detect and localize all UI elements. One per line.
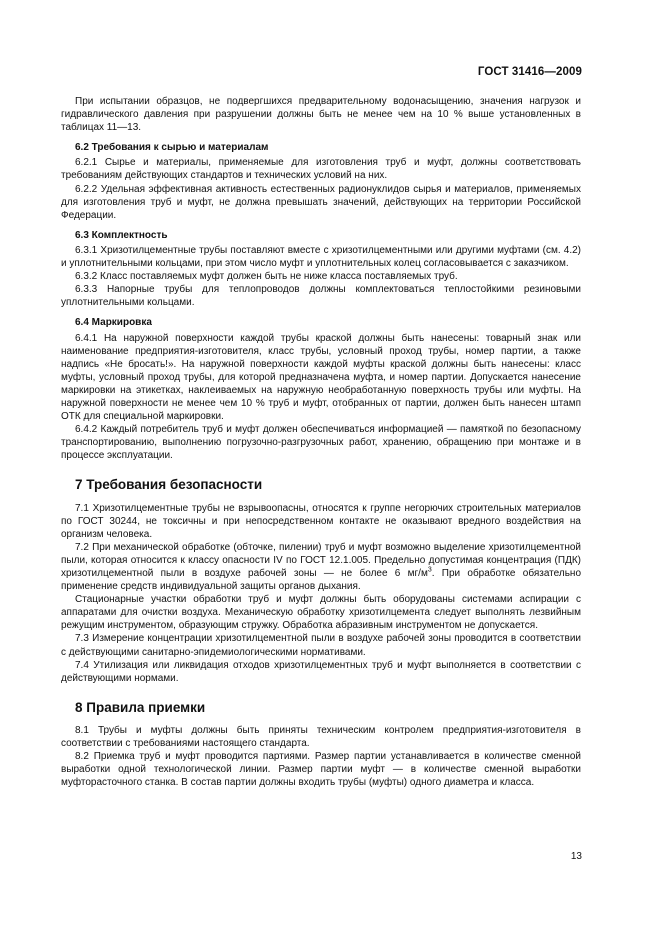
paragraph-8-2: 8.2 Приемка труб и муфт проводится партиями. Размер партии устанавливается в количестве сменной выработки одной технологической линии. Размер партии муфт — в количестве сменной выработки муфтораcточного станка. В состав партии должны входить трубы (муфты) одного диаметра и класса. bbox=[61, 751, 581, 789]
standard-header: ГОСТ 31416—2009 bbox=[477, 66, 582, 78]
paragraph-intro: При испытании образцов, не подвергшихся предварительному водонасыщению, значения нагрузок и гидравлического давления при разрушении должны быть не менее чем на 10 % выше установленных в таблицах 11—13. bbox=[61, 96, 581, 134]
paragraph-6-2-1: 6.2.1 Сырье и материалы, применяемые для изготовления труб и муфт, должны соответствовать требованиям действующих стандартов и технических условий на них. bbox=[61, 157, 581, 182]
paragraph-7-2-cont: Стационарные участки обработки труб и муфт должны быть оборудованы системами аспирации с аппаратами для очистки воздуха. Механическую обработку хризотилцемента следует выполнять лезвийным режущим инструментом, образующим стружку. Обработка абразивным инструментом не допускается. bbox=[61, 594, 581, 632]
superscript-3: 3 bbox=[427, 566, 432, 574]
page-content bbox=[61, 95, 581, 789]
paragraph-7-4: 7.4 Утилизация или ликвидация отходов хризотилцементных труб и муфт выполняется в соответствии с действующими нормами. bbox=[61, 659, 581, 684]
paragraph-6-2-2: 6.2.2 Удельная эффективная активность естественных радионуклидов сырья и материалов, применяемых для изготовления труб и муфт, не должна превышать значений, действующих на территории Российской Федерации. bbox=[61, 183, 581, 221]
paragraph-6-3-2: 6.3.2 Класс поставляемых муфт должен быть не ниже класса поставляемых труб. bbox=[75, 271, 458, 283]
paragraph-7-2 bbox=[61, 541, 581, 593]
paragraph-6-4-2: 6.4.2 Каждый потребитель труб и муфт должен обеспечиваться информацией — памяткой по безопасному транспортированию, выполнению погрузочно-разгрузочных работ, хранению, обращению при монтаже и в процессе эксплуатации. bbox=[61, 424, 581, 462]
paragraph-6-3-1: 6.3.1 Хризотилцементные трубы поставляют вместе с хризотилцементными или другими муфтами (см. 4.2) и уплотнительными кольцами, при этом число муфт и уплотнительных колец согласовывается с заказчиком. bbox=[61, 244, 581, 270]
subsection-title-6-4: 6.4 Маркировка bbox=[75, 317, 152, 329]
paragraph-6-4-1: 6.4.1 На наружной поверхности каждой трубы краской должны быть нанесены: товарный знак или наименование предприятия-изготовителя, класс трубы, условный проход трубы, номер партии, а также надпись «Не бросать!». На наружной поверхности каждой муфты краской должны быть нанесены: класс муфты, условный проход трубы, для которой предназначена муфта, и номер партии. Допускается нанесение маркировки на этикетках, наклеиваемых на наружную необработанную поверхность трубы или муфты. На наружной поверхности не менее чем 10 % труб и муфт, отобранных от партии, должен быть нанесен штамп ОТК для специальной маркировки. bbox=[61, 332, 581, 423]
subsection-title-6-2: 6.2 Требования к сырью и материалам bbox=[75, 142, 269, 154]
paragraph-7-3: 7.3 Измерение концентрации хризотилцементной пыли в воздухе рабочей зоны проводится в соответствии с действующими санитарно-эпидемиологическими нормативами. bbox=[61, 633, 581, 658]
section-title-7: 7 Требования безопасности bbox=[75, 477, 263, 493]
page-number: 13 bbox=[570, 851, 582, 862]
subsection-title-6-3: 6.3 Комплектность bbox=[75, 229, 168, 241]
paragraph-7-2-tail: . При обработке обязательно применение средств индивидуальной защиты органов дыхания. bbox=[61, 568, 582, 593]
paragraph-7-1: 7.1 Хризотилцементные трубы не взрывоопасны, относятся к группе негорючих строительных материалов по ГОСТ 30244, не токсичны и при непосредственном контакте не оказывают вредного воздействия на организм человека. bbox=[61, 502, 581, 540]
paragraph-7-2-text: 7.2 При механической обработке (обточке, пилении) труб и муфт возможно выделение хризотилцементной пыли, которая относится к классу опасности IV по ГОСТ 12.1.005. Предельно допустимая концентрация (ПДК) хризотилцементной пыли в воздухе рабочей зоны — не более 6 мг/м bbox=[61, 541, 581, 579]
paragraph-6-3-3: 6.3.3 Напорные трубы для теплопроводов должны комплектоваться теплостойкими резиновыми уплотнительными кольцами. bbox=[61, 284, 581, 309]
section-title-8: 8 Правила приемки bbox=[75, 699, 206, 715]
paragraph-8-1: 8.1 Трубы и муфты должны быть приняты техническим контролем предприятия-изготовителя в соответствии с требованиями настоящего стандарта. bbox=[61, 724, 581, 750]
